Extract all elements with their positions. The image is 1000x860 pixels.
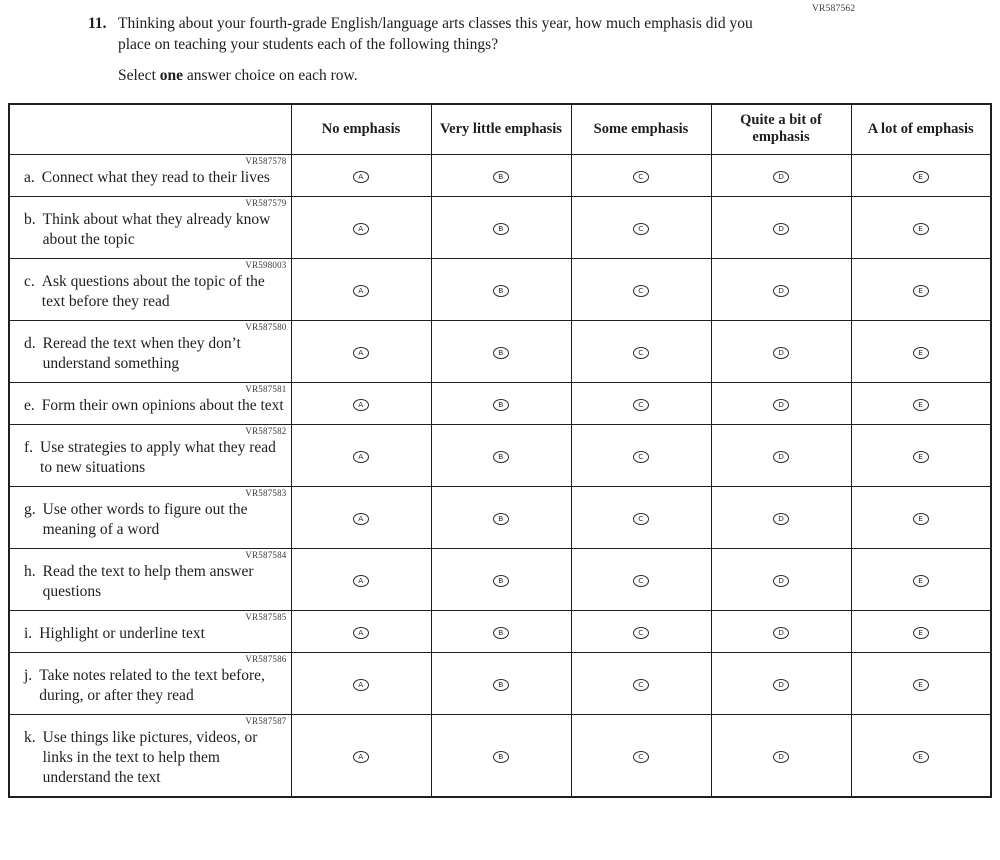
option-cell-some-emphasis — [571, 548, 711, 610]
row-code: VR587587 — [245, 715, 287, 726]
option-cell-some-emphasis — [571, 610, 711, 652]
table-row — [9, 196, 991, 258]
option-bubble-e[interactable]: E — [913, 285, 929, 297]
option-cell-quite-a-bit-of-emphasis — [711, 196, 851, 258]
row-text: Use other words to figure out the meaning of a word — [42, 500, 248, 538]
row-letter: k. — [24, 728, 36, 746]
option-cell-quite-a-bit-of-emphasis — [711, 610, 851, 652]
option-bubble-d[interactable]: D — [773, 575, 789, 587]
option-cell-a-lot-of-emphasis — [851, 652, 991, 714]
option-bubble-b[interactable]: B — [493, 285, 509, 297]
option-cell-very-little-emphasis — [431, 424, 571, 486]
row-code: VR587586 — [245, 653, 287, 664]
option-bubble-b[interactable]: B — [493, 451, 509, 463]
option-bubble-c[interactable]: C — [633, 575, 649, 587]
row-stem-cell — [9, 714, 291, 797]
option-bubble-d[interactable]: D — [773, 751, 789, 763]
table-row — [9, 610, 991, 652]
option-bubble-a[interactable]: A — [353, 751, 369, 763]
option-bubble-c[interactable]: C — [633, 451, 649, 463]
option-bubble-b[interactable]: B — [493, 575, 509, 587]
row-letter: g. — [24, 500, 36, 518]
row-stem — [20, 167, 287, 188]
option-cell-no-emphasis — [291, 196, 431, 258]
option-bubble-b[interactable]: B — [493, 399, 509, 411]
table-row — [9, 652, 991, 714]
option-bubble-a[interactable]: A — [353, 451, 369, 463]
table-row — [9, 258, 991, 320]
row-letter: b. — [24, 210, 36, 228]
option-cell-very-little-emphasis — [431, 486, 571, 548]
option-bubble-a[interactable]: A — [353, 223, 369, 235]
option-cell-quite-a-bit-of-emphasis — [711, 714, 851, 797]
row-text: Read the text to help them answer questions — [42, 562, 254, 600]
row-letter: f. — [24, 438, 34, 456]
option-cell-very-little-emphasis — [431, 714, 571, 797]
option-bubble-a[interactable]: A — [353, 347, 369, 359]
question-instruction — [118, 65, 788, 86]
option-bubble-e[interactable]: E — [913, 751, 929, 763]
table-row — [9, 486, 991, 548]
row-letter: h. — [24, 562, 36, 580]
row-stem-cell — [9, 610, 291, 652]
option-bubble-e[interactable]: E — [913, 399, 929, 411]
option-cell-some-emphasis — [571, 652, 711, 714]
option-bubble-a[interactable]: A — [353, 575, 369, 587]
option-cell-some-emphasis — [571, 382, 711, 424]
row-stem-cell — [9, 320, 291, 382]
row-stem — [20, 333, 287, 374]
option-bubble-e[interactable]: E — [913, 451, 929, 463]
row-letter: a. — [24, 168, 35, 186]
row-text: Ask questions about the topic of the text before they read — [41, 272, 265, 310]
option-bubble-e[interactable]: E — [913, 513, 929, 525]
option-cell-very-little-emphasis — [431, 154, 571, 196]
row-letter: d. — [24, 334, 36, 352]
option-bubble-c[interactable]: C — [633, 679, 649, 691]
option-bubble-c[interactable]: C — [633, 627, 649, 639]
option-cell-a-lot-of-emphasis — [851, 196, 991, 258]
row-stem — [20, 623, 287, 644]
option-cell-no-emphasis — [291, 154, 431, 196]
row-stem — [20, 665, 287, 706]
instruction-suffix: answer choice on each row. — [183, 67, 358, 84]
row-stem-cell — [9, 196, 291, 258]
emphasis-matrix-table — [8, 103, 992, 798]
column-header-no-emphasis: No emphasis — [291, 104, 431, 154]
row-stem — [20, 209, 287, 250]
row-stem — [20, 727, 287, 788]
option-bubble-b[interactable]: B — [493, 679, 509, 691]
option-bubble-d[interactable]: D — [773, 451, 789, 463]
option-bubble-c[interactable]: C — [633, 347, 649, 359]
option-cell-no-emphasis — [291, 652, 431, 714]
option-cell-very-little-emphasis — [431, 548, 571, 610]
option-cell-quite-a-bit-of-emphasis — [711, 154, 851, 196]
option-bubble-a[interactable]: A — [353, 679, 369, 691]
row-text: Think about what they already know about the topic — [42, 210, 271, 248]
option-bubble-a[interactable]: A — [353, 627, 369, 639]
row-code: VR587579 — [245, 197, 287, 208]
row-stem-cell — [9, 258, 291, 320]
option-cell-very-little-emphasis — [431, 196, 571, 258]
option-cell-quite-a-bit-of-emphasis — [711, 424, 851, 486]
option-cell-quite-a-bit-of-emphasis — [711, 486, 851, 548]
option-bubble-e[interactable]: E — [913, 171, 929, 183]
row-stem-cell — [9, 154, 291, 196]
row-code: VR587584 — [245, 549, 287, 560]
option-bubble-d[interactable]: D — [773, 223, 789, 235]
option-cell-very-little-emphasis — [431, 652, 571, 714]
option-cell-a-lot-of-emphasis — [851, 486, 991, 548]
row-text: Connect what they read to their lives — [41, 168, 270, 186]
option-cell-no-emphasis — [291, 320, 431, 382]
option-bubble-a[interactable]: A — [353, 513, 369, 525]
row-text: Form their own opinions about the text — [41, 396, 284, 414]
row-stem — [20, 499, 287, 540]
option-cell-a-lot-of-emphasis — [851, 382, 991, 424]
option-cell-quite-a-bit-of-emphasis — [711, 548, 851, 610]
option-cell-no-emphasis — [291, 486, 431, 548]
option-cell-no-emphasis — [291, 714, 431, 797]
row-stem — [20, 271, 287, 312]
option-bubble-a[interactable]: A — [353, 171, 369, 183]
option-bubble-c[interactable]: C — [633, 399, 649, 411]
option-bubble-c[interactable]: C — [633, 171, 649, 183]
option-cell-some-emphasis — [571, 196, 711, 258]
row-code: VR587580 — [245, 321, 287, 332]
option-cell-very-little-emphasis — [431, 320, 571, 382]
row-letter: i. — [24, 624, 33, 642]
option-cell-no-emphasis — [291, 382, 431, 424]
option-bubble-b[interactable]: B — [493, 223, 509, 235]
form-code: VR587562 — [812, 4, 856, 14]
option-cell-no-emphasis — [291, 258, 431, 320]
option-cell-no-emphasis — [291, 424, 431, 486]
column-header-very-little-emphasis: Very little emphasis — [431, 104, 571, 154]
table-row — [9, 424, 991, 486]
option-cell-quite-a-bit-of-emphasis — [711, 382, 851, 424]
option-cell-a-lot-of-emphasis — [851, 424, 991, 486]
option-cell-a-lot-of-emphasis — [851, 320, 991, 382]
option-bubble-d[interactable]: D — [773, 399, 789, 411]
option-cell-no-emphasis — [291, 610, 431, 652]
column-header-quite-a-bit-of-emphasis: Quite a bit of emphasis — [711, 104, 851, 154]
row-text: Reread the text when they don’t understand something — [42, 334, 241, 372]
row-stem — [20, 395, 287, 416]
table-row — [9, 154, 991, 196]
option-bubble-b[interactable]: B — [493, 627, 509, 639]
option-cell-some-emphasis — [571, 154, 711, 196]
option-bubble-e[interactable]: E — [913, 223, 929, 235]
row-stem-cell — [9, 486, 291, 548]
option-cell-no-emphasis — [291, 548, 431, 610]
option-bubble-d[interactable]: D — [773, 171, 789, 183]
row-text: Take notes related to the text before, during, or after they read — [39, 666, 265, 704]
question-text: Thinking about your fourth-grade English/language arts classes this year, how much emphasis did you place on teaching your students each of the following things? — [118, 15, 753, 53]
instruction-prefix: Select — [118, 67, 160, 84]
option-cell-very-little-emphasis — [431, 382, 571, 424]
option-bubble-e[interactable]: E — [913, 575, 929, 587]
option-bubble-d[interactable]: D — [773, 285, 789, 297]
instruction-bold-word: one — [159, 67, 183, 84]
option-bubble-c[interactable]: C — [633, 223, 649, 235]
row-text: Highlight or underline text — [39, 624, 205, 642]
option-bubble-d[interactable]: D — [773, 513, 789, 525]
row-code: VR587581 — [245, 383, 287, 394]
question-number: 11. — [88, 15, 107, 32]
option-bubble-b[interactable]: B — [493, 513, 509, 525]
option-bubble-d[interactable]: D — [773, 627, 789, 639]
option-bubble-b[interactable]: B — [493, 751, 509, 763]
column-header-some-emphasis: Some emphasis — [571, 104, 711, 154]
table-row — [9, 382, 991, 424]
row-code: VR587585 — [245, 611, 287, 622]
row-code: VR587583 — [245, 487, 287, 498]
row-stem-cell — [9, 548, 291, 610]
option-cell-a-lot-of-emphasis — [851, 258, 991, 320]
option-bubble-d[interactable]: D — [773, 679, 789, 691]
row-text: Use strategies to apply what they read to new situations — [40, 438, 276, 476]
option-cell-some-emphasis — [571, 320, 711, 382]
column-header-a-lot-of-emphasis: A lot of emphasis — [851, 104, 991, 154]
row-stem — [20, 561, 287, 602]
option-cell-a-lot-of-emphasis — [851, 548, 991, 610]
option-bubble-b[interactable]: B — [493, 347, 509, 359]
table-row — [9, 320, 991, 382]
row-code: VR587582 — [245, 425, 287, 436]
option-cell-some-emphasis — [571, 714, 711, 797]
option-bubble-c[interactable]: C — [633, 513, 649, 525]
row-stem-cell — [9, 382, 291, 424]
option-cell-a-lot-of-emphasis — [851, 154, 991, 196]
option-bubble-b[interactable]: B — [493, 171, 509, 183]
row-stem — [20, 437, 287, 478]
option-bubble-c[interactable]: C — [633, 751, 649, 763]
row-text: Use things like pictures, videos, or links in the text to help them understand the text — [42, 728, 258, 786]
option-cell-some-emphasis — [571, 258, 711, 320]
option-cell-very-little-emphasis — [431, 610, 571, 652]
option-bubble-d[interactable]: D — [773, 347, 789, 359]
row-letter: c. — [24, 272, 35, 290]
option-bubble-c[interactable]: C — [633, 285, 649, 297]
row-code: VR598003 — [245, 259, 287, 270]
row-stem-cell — [9, 424, 291, 486]
option-bubble-a[interactable]: A — [353, 285, 369, 297]
option-bubble-e[interactable]: E — [913, 679, 929, 691]
row-letter: e. — [24, 396, 35, 414]
header-stem-cell — [9, 104, 291, 154]
option-cell-some-emphasis — [571, 486, 711, 548]
table-body — [9, 154, 991, 797]
header-row — [9, 104, 991, 154]
option-bubble-e[interactable]: E — [913, 347, 929, 359]
table-row — [9, 548, 991, 610]
option-cell-a-lot-of-emphasis — [851, 610, 991, 652]
option-cell-quite-a-bit-of-emphasis — [711, 652, 851, 714]
question-block — [88, 13, 788, 86]
row-code: VR587578 — [245, 155, 287, 166]
option-bubble-e[interactable]: E — [913, 627, 929, 639]
table-row — [9, 714, 991, 797]
option-cell-some-emphasis — [571, 424, 711, 486]
option-cell-quite-a-bit-of-emphasis — [711, 320, 851, 382]
option-cell-a-lot-of-emphasis — [851, 714, 991, 797]
option-cell-quite-a-bit-of-emphasis — [711, 258, 851, 320]
option-bubble-a[interactable]: A — [353, 399, 369, 411]
option-cell-very-little-emphasis — [431, 258, 571, 320]
row-stem-cell — [9, 652, 291, 714]
row-letter: j. — [24, 666, 33, 684]
